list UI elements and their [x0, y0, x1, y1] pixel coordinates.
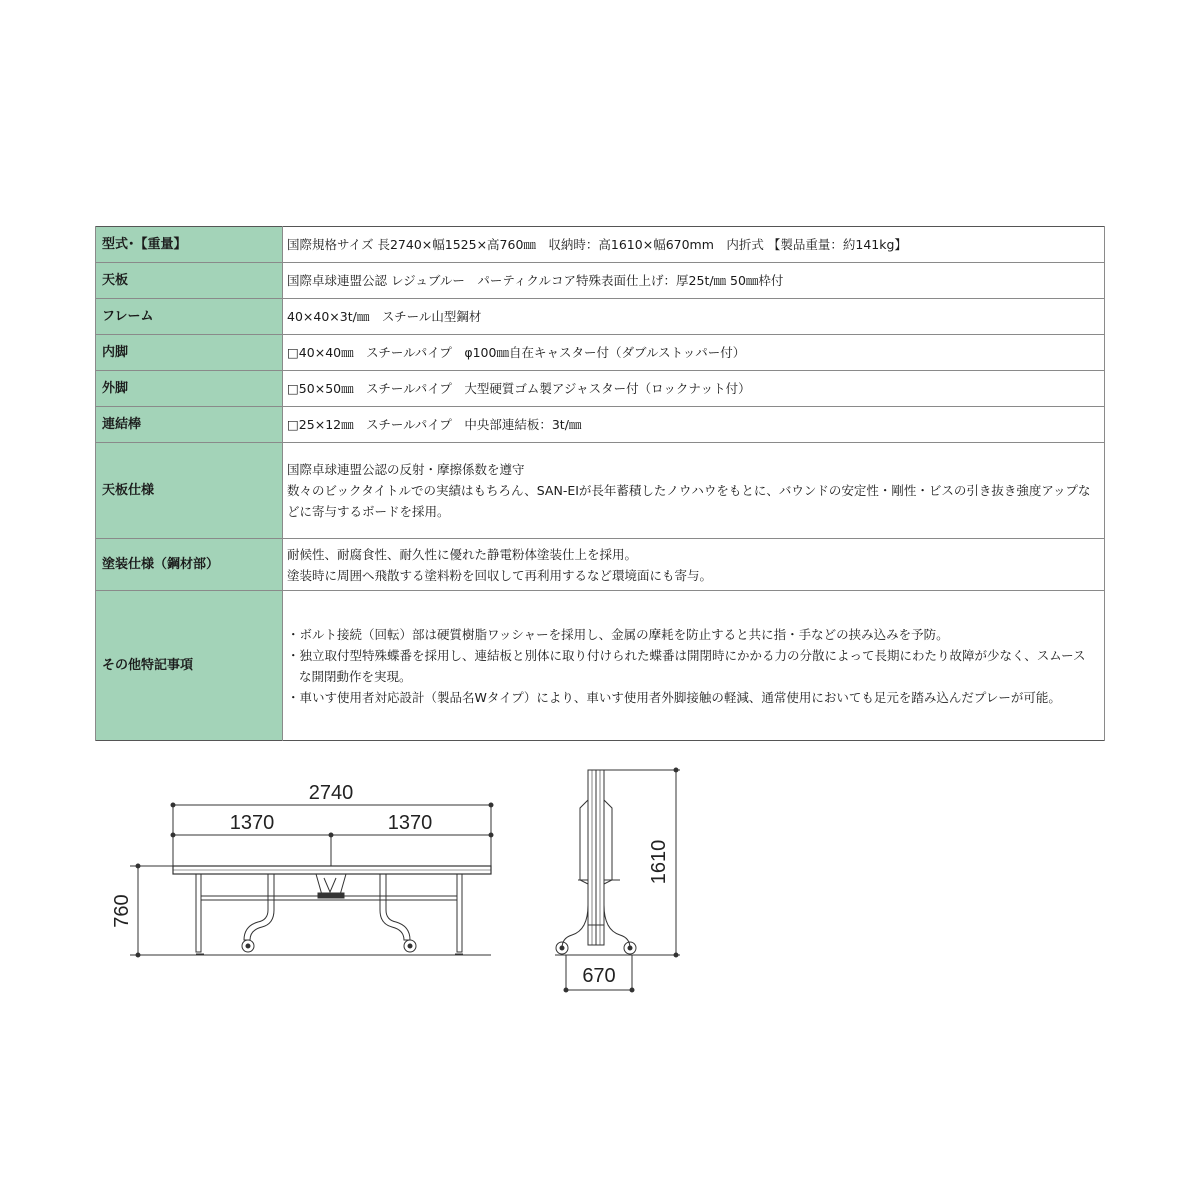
- spec-row: [96, 227, 1105, 263]
- table-top-drawing: [173, 866, 491, 874]
- dimension-drawing: [0, 740, 760, 1040]
- spec-row: [96, 371, 1105, 407]
- folded-table-drawing: [556, 770, 636, 954]
- spec-line: ・独立取付型特殊蝶番を採用し、連結板と別体に取り付けられた蝶番は開閉時にかかる力の分散によって長期にわたり故障が少なく、スムース: [287, 647, 1086, 663]
- spec-line: □25×12㎜ スチールパイプ 中央部連結板：3t/㎜: [287, 417, 582, 432]
- spec-row: [96, 443, 1105, 539]
- dimension-half-lengths: [171, 805, 493, 872]
- dimension-height: [130, 864, 173, 957]
- dim-total-length: 2740: [308, 782, 354, 804]
- spec-label: 天板仕様: [96, 443, 283, 539]
- spec-value: [283, 443, 1105, 539]
- spec-row: [96, 539, 1105, 591]
- dim-half-right: 1370: [387, 812, 433, 834]
- spec-line: な開閉動作を実現。: [299, 668, 412, 684]
- spec-label: 型式･【重量】: [96, 227, 283, 263]
- dim-folded-width: 670: [582, 965, 616, 987]
- spec-label: 連結棒: [96, 407, 283, 443]
- spec-label: 内脚: [96, 335, 283, 371]
- spec-row: [96, 263, 1105, 299]
- spec-value: [283, 335, 1105, 371]
- spec-value: [283, 407, 1105, 443]
- spec-label: フレーム: [96, 299, 283, 335]
- spec-value: [283, 591, 1105, 741]
- spec-row: [96, 335, 1105, 371]
- spec-line: 数々のビックタイトルでの実績はもちろん、SAN-EIが長年蓄積したノウハウをもとに、バウンドの安定性・剛性・ビスの引き抜き強度アップなどに寄与するボードを採用。: [287, 483, 1091, 519]
- spec-line: □50×50㎜ スチールパイプ 大型硬質ゴム製アジャスター付（ロックナット付）: [287, 381, 751, 396]
- dim-folded-height: 1610: [648, 839, 670, 885]
- spec-row: [96, 591, 1105, 741]
- spec-line: □40×40㎜ スチールパイプ φ100㎜自在キャスター付（ダブルストッパー付）: [287, 345, 746, 360]
- spec-line: 40×40×3t/㎜ スチール山型鋼材: [287, 309, 482, 324]
- spec-value: [283, 227, 1105, 263]
- spec-table: [95, 226, 1105, 741]
- spec-row: [96, 299, 1105, 335]
- spec-value: [283, 299, 1105, 335]
- spec-line: ・ボルト接続（回転）部は硬質樹脂ワッシャーを採用し、金属の摩耗を防止すると共に指・手などの挟み込みを予防。: [287, 626, 949, 642]
- spec-line: 国際規格サイズ 長2740×幅1525×高760㎜ 収納時：高1610×幅670mm 内折式 【製品重量：約141kg】: [287, 237, 907, 252]
- spec-line: 国際卓球連盟公認 レジュブルー パーティクルコア特殊表面仕上げ：厚25t/㎜ 50㎜枠付: [287, 273, 784, 288]
- spec-label: 塗装仕様（鋼材部）: [96, 539, 283, 591]
- spec-line: ・車いす使用者対応設計（製品名Wタイプ）により、車いす使用者外脚接触の軽減、通常使用においても足元を踏み込んだプレーが可能。: [287, 689, 1061, 705]
- dim-half-left: 1370: [229, 812, 275, 834]
- spec-line: 国際卓球連盟公認の反射・摩擦係数を遵守: [287, 462, 525, 477]
- spec-line: 耐候性、耐腐食性、耐久性に優れた静電粉体塗装仕上を採用。: [287, 546, 638, 562]
- spec-row: [96, 407, 1105, 443]
- spec-value: [283, 371, 1105, 407]
- spec-value: [283, 263, 1105, 299]
- spec-label: その他特記事項: [96, 591, 283, 741]
- spec-value: [283, 539, 1105, 591]
- spec-line: 塗装時に周囲へ飛散する塗料粉を回収して再利用するなど環境面にも寄与。: [287, 567, 713, 583]
- spec-label: 天板: [96, 263, 283, 299]
- dim-height: 760: [111, 894, 133, 928]
- table-legs-drawing: [196, 874, 463, 954]
- spec-label: 外脚: [96, 371, 283, 407]
